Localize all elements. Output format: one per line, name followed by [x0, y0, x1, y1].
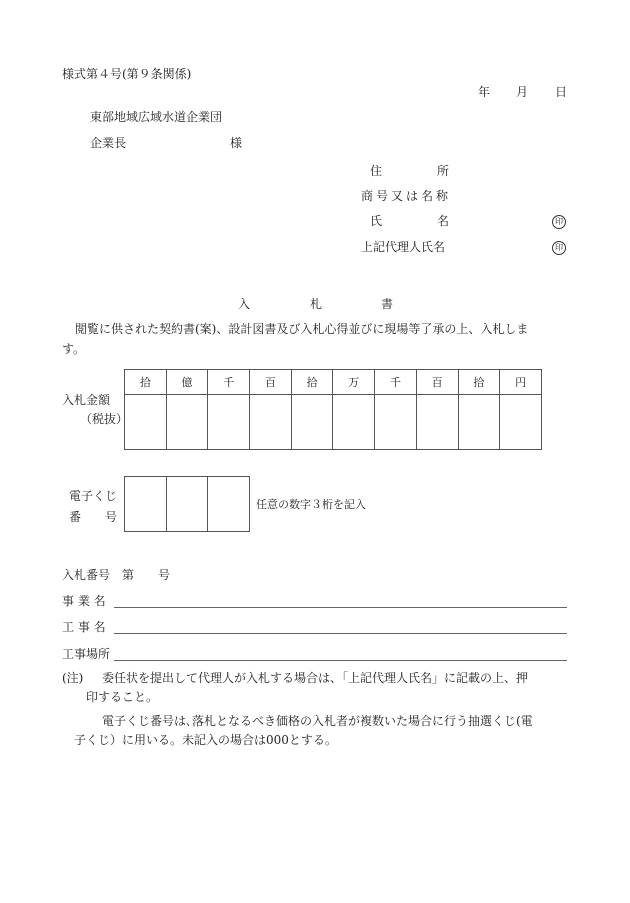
amount-digit-cell[interactable]	[500, 395, 542, 450]
address-label	[365, 164, 449, 178]
amount-column-header: 拾	[291, 370, 333, 395]
project-name-label: 事 業 名	[62, 594, 106, 608]
work-name-field[interactable]	[114, 633, 567, 634]
lottery-digit-cell[interactable]	[208, 477, 250, 532]
amount-digit-cell[interactable]	[458, 395, 500, 450]
seal-mark-icon: 印	[552, 241, 566, 255]
note-1-line-1: 委任状を提出して代理人が入札する場合は、「上記代理人氏名」に記載の上、押	[102, 671, 529, 685]
lottery-entry-row	[125, 477, 250, 532]
name-label	[365, 214, 449, 228]
amount-entry-row	[125, 395, 542, 450]
address-label-part: 所	[436, 164, 449, 178]
work-location-label: 工事場所	[62, 647, 111, 661]
bid-number-label: 入札番号 第 号	[62, 568, 171, 582]
lottery-label-part: 番	[69, 510, 82, 524]
note-1-line-2: 印すること。	[86, 690, 159, 704]
note-2-line-2: 子くじ）に用いる。未記入の場合は000とする。	[74, 733, 337, 747]
amount-column-header: 円	[500, 370, 542, 395]
name-label-part: 氏	[370, 214, 383, 228]
address-label-part: 住	[370, 164, 383, 178]
amount-digit-cell[interactable]	[416, 395, 458, 450]
amount-table	[124, 369, 542, 450]
addressee-title: 企業長	[90, 136, 127, 150]
amount-digit-cell[interactable]	[125, 395, 167, 450]
amount-column-header: 百	[250, 370, 292, 395]
title-char: 入	[238, 297, 251, 311]
lottery-table	[124, 476, 250, 532]
title-char: 書	[381, 297, 394, 311]
amount-label: 入札金額	[62, 393, 111, 407]
amount-digit-cell[interactable]	[250, 395, 292, 450]
amount-digit-cell[interactable]	[208, 395, 250, 450]
intro-line-2: す。	[62, 342, 86, 356]
amount-digit-cell[interactable]	[291, 395, 333, 450]
date-month-label: 月	[516, 85, 529, 99]
amount-header-row	[125, 370, 542, 395]
notes-prefix: (注)	[62, 671, 84, 685]
addressee-org: 東部地域広域水道企業団	[90, 110, 223, 124]
work-location-field[interactable]	[114, 660, 567, 661]
amount-column-header: 百	[416, 370, 458, 395]
amount-digit-cell[interactable]	[166, 395, 208, 450]
amount-digit-cell[interactable]	[375, 395, 417, 450]
honorific: 様	[230, 136, 243, 150]
form-number: 様式第４号(第９条関係)	[62, 67, 192, 81]
name-label-part: 名	[436, 214, 449, 228]
amount-digit-cell[interactable]	[333, 395, 375, 450]
company-label: 商号又は名称	[361, 189, 452, 203]
lottery-label-line-2	[69, 510, 117, 524]
amount-column-header: 拾	[125, 370, 167, 395]
seal-mark-icon: 印	[552, 215, 566, 229]
work-name-label: 工 事 名	[62, 620, 106, 634]
title-char: 札	[310, 297, 323, 311]
intro-line-1: 閲覧に供された契約書(案)、設計図書及び入札心得並びに現場等了承の上、入札しま	[75, 322, 529, 336]
agent-label: 上記代理人氏名	[361, 240, 446, 254]
note-2-line-1: 電子くじ番号は､落札となるべき価格の入札者が複数いた場合に行う抽選くじ(電	[102, 714, 533, 728]
date-day-label: 日	[555, 85, 568, 99]
amount-column-header: 億	[166, 370, 208, 395]
lottery-note: 任意の数字３桁を記入	[256, 498, 366, 511]
amount-column-header: 拾	[458, 370, 500, 395]
date-year-label: 年	[478, 85, 491, 99]
amount-sublabel: （税抜）	[80, 412, 129, 426]
lottery-label-line-1: 電子くじ	[69, 489, 118, 503]
project-name-field[interactable]	[114, 607, 567, 608]
amount-column-header: 万	[333, 370, 375, 395]
lottery-label-part: 号	[104, 510, 117, 524]
amount-column-header: 千	[375, 370, 417, 395]
amount-column-header: 千	[208, 370, 250, 395]
lottery-digit-cell[interactable]	[125, 477, 167, 532]
lottery-digit-cell[interactable]	[166, 477, 208, 532]
